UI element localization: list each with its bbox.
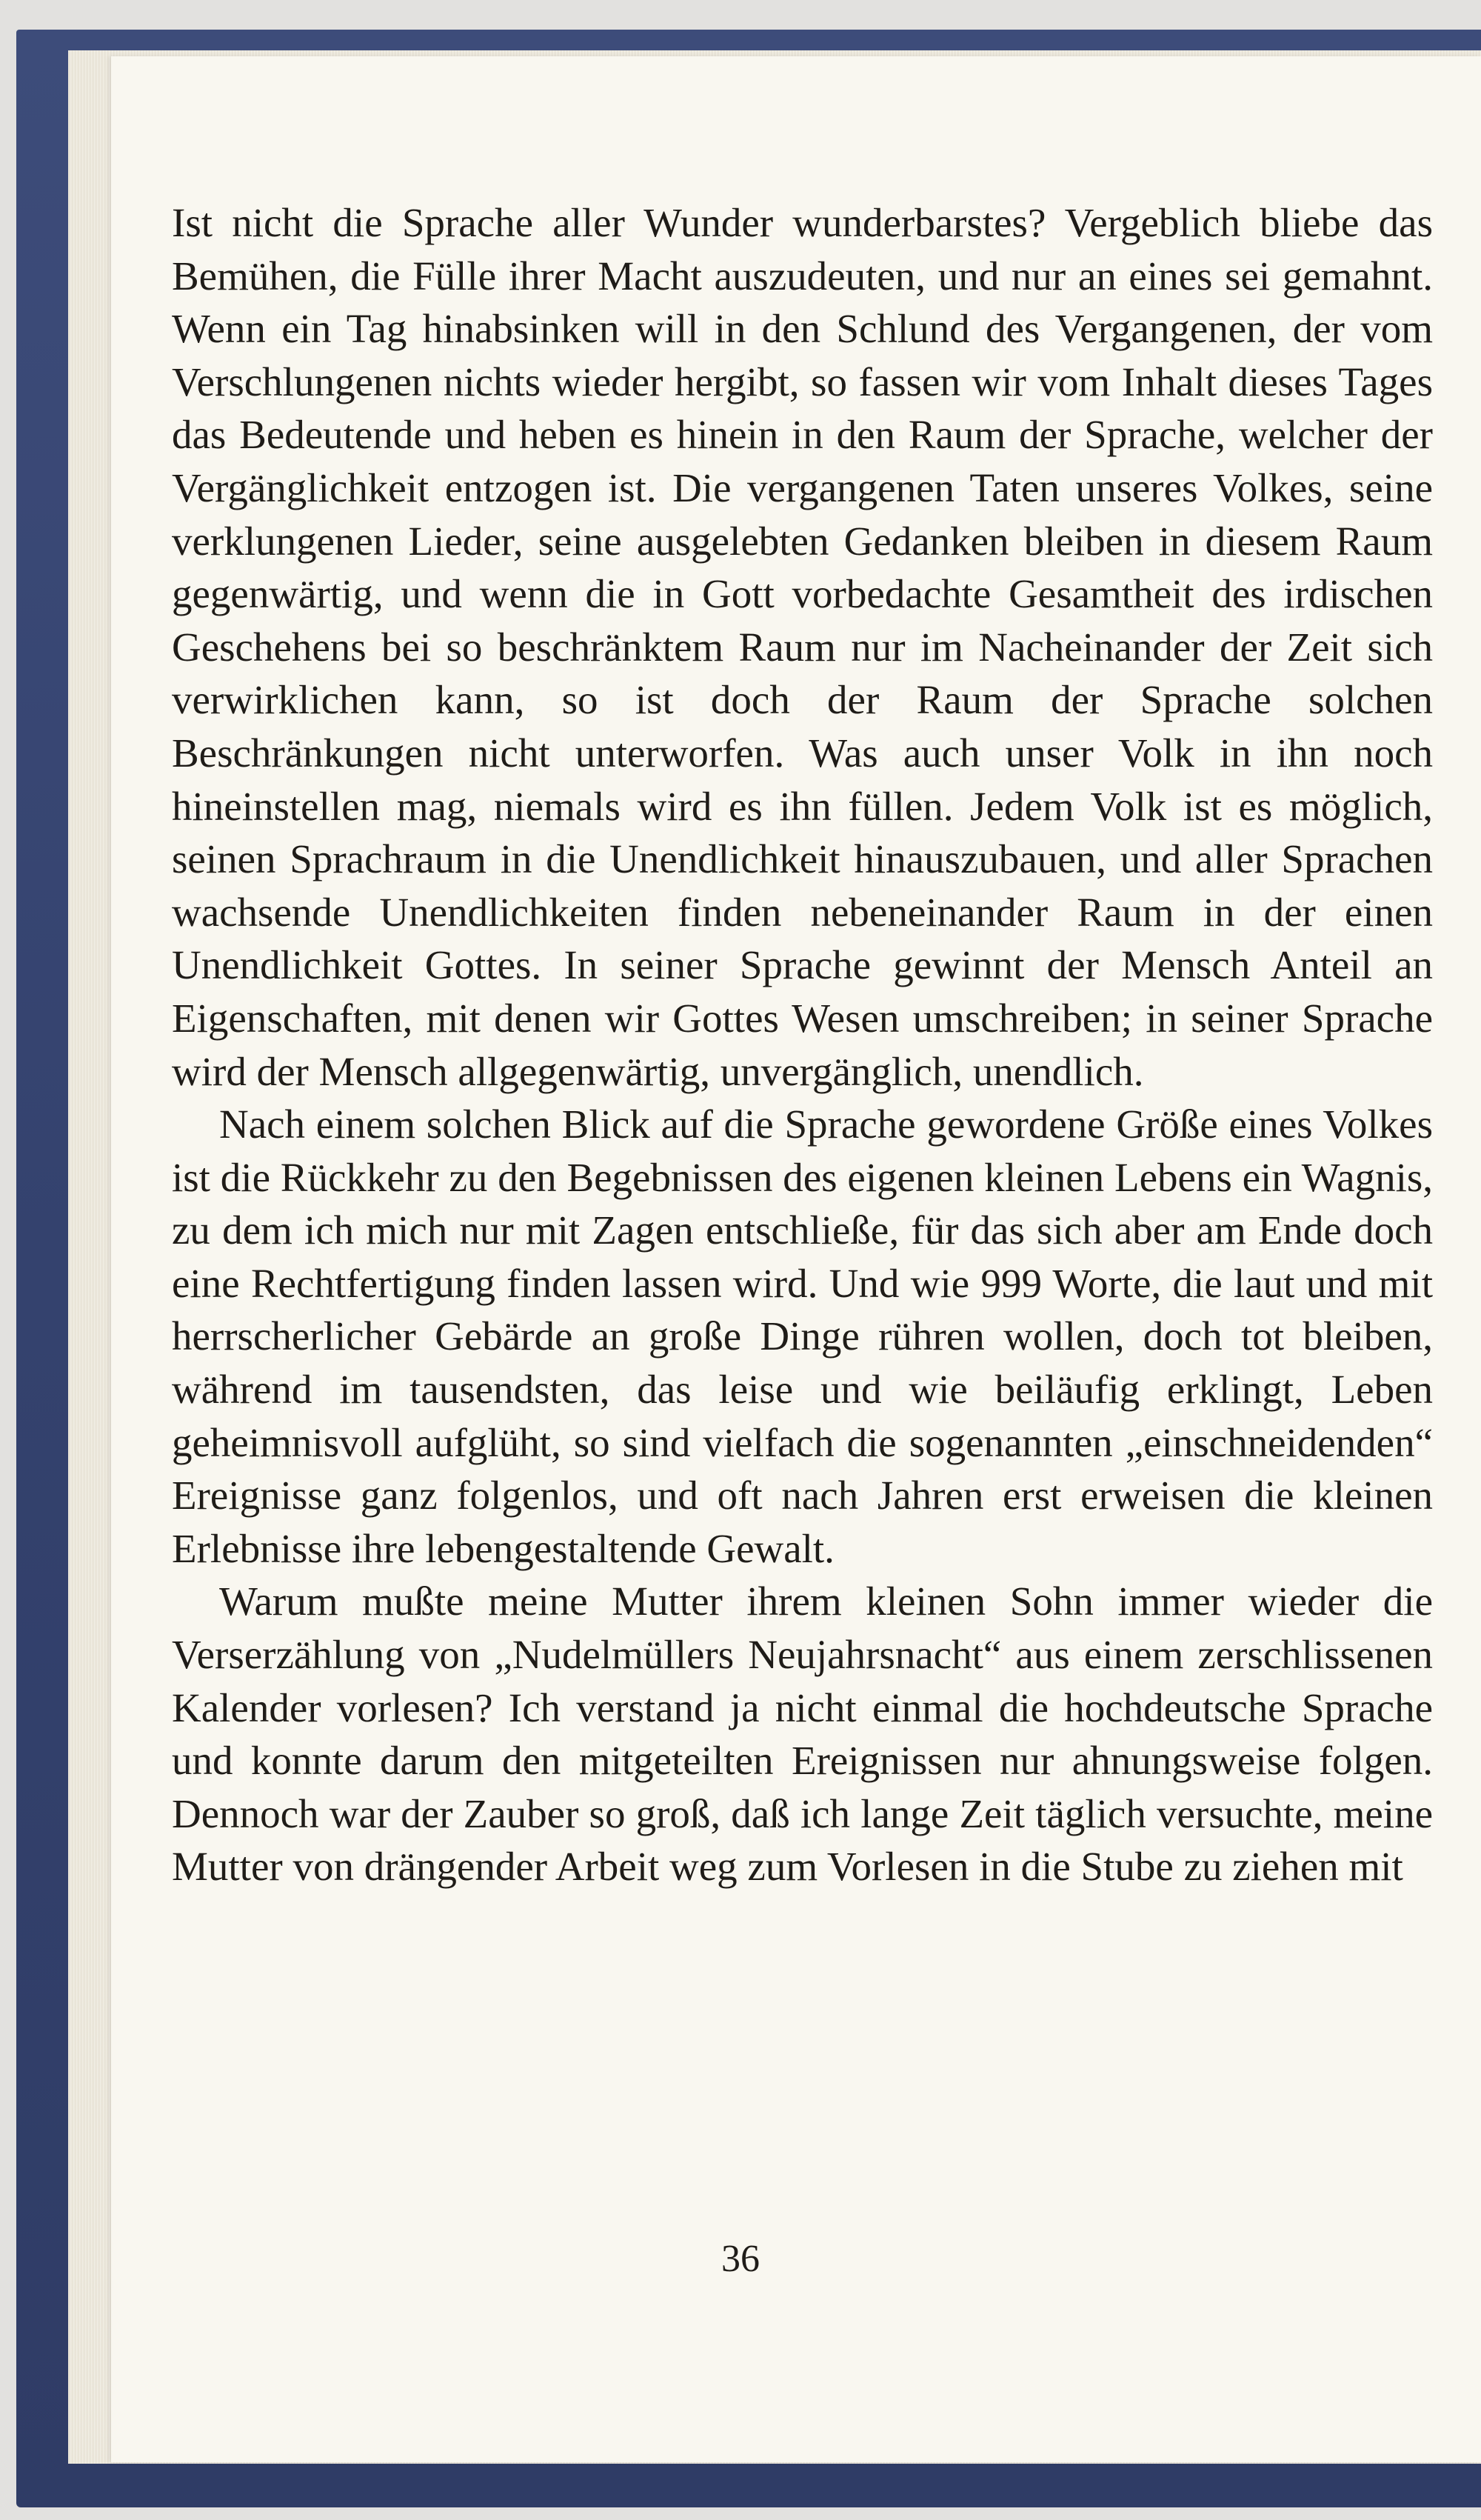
- paragraph-1: Ist nicht die Sprache aller Wunder wunderbarstes? Vergeblich bliebe das Bemühen, die Fülle ihrer Macht auszudeuten, und nur an eines sei gemahnt. Wenn ein Tag hinabsinken will in den Schlund des Vergangenen, der vom Verschlungenen nichts wieder hergibt, so fassen wir vom Inhalt dieses Tages das Bedeutende und heben es hinein in den Raum der Sprache, welcher der Vergänglichkeit entzogen ist. Die vergangenen Taten unseres Volkes, seine verklungenen Lieder, seine ausgelebten Gedanken bleiben in diesem Raum gegenwärtig, und wenn die in Gott vorbedachte Gesamtheit des irdischen Geschehens bei so beschränktem Raum nur im Nacheinander der Zeit sich verwirklichen kann, so ist doch der Raum der Sprache solchen Beschränkungen nicht unterworfen. Was auch unser Volk in ihn noch hineinstellen mag, niemals wird es ihn füllen. Jedem Volk ist es möglich, seinen Sprachraum in die Unendlichkeit hinauszubauen, und aller Sprachen wachsende Unendlichkeiten finden nebeneinander Raum in der einen Unendlichkeit Gottes. In seiner Sprache gewinnt der Mensch Anteil an Eigenschaften, mit denen wir Gottes Wesen umschreiben; in seiner Sprache wird der Mensch allgegenwärtig, unvergänglich, unendlich.: [172, 200, 1433, 1094]
- paragraph-3: Warum mußte meine Mutter ihrem kleinen Sohn immer wieder die Verserzählung von „Nudelmüllers Neujahrsnacht“ aus einem zerschlissenen Kalender vorlesen? Ich verstand ja nicht einmal die hochdeutsche Sprache und konnte darum den mitgeteilten Ereignissen nur ahnungsweise folgen. Dennoch war der Zauber so groß, daß ich lange Zeit täglich versuchte, meine Mutter von drängender Arbeit weg zum Vorlesen in die Stube zu ziehen mit: [172, 1579, 1433, 1890]
- page-number-wrapper: [126, 2237, 1481, 2281]
- page-number: 36: [721, 2238, 760, 2280]
- body-text: [172, 196, 1433, 1893]
- paragraph-2: Nach einem solchen Blick auf die Sprache gewordene Größe eines Volkes ist die Rückkehr zu den Begebnissen des eigenen kleinen Lebens ein Wagnis, zu dem ich mich nur mit Zagen entschließe, für das sich aber am Ende doch eine Rechtfertigung finden lassen wird. Und wie 999 Worte, die laut und mit herrscherlicher Gebärde an große Dinge rühren wollen, doch tot bleiben, während im tausendsten, das leise und wie beiläufig erklingt, Leben geheimnisvoll aufglüht, so sind vielfach die sogenannten „einschneidenden“ Ereignisse ganz folgenlos, und oft nach Jahren erst erweisen die kleinen Erlebnisse ihre lebengestaltende Gewalt.: [172, 1101, 1433, 1571]
